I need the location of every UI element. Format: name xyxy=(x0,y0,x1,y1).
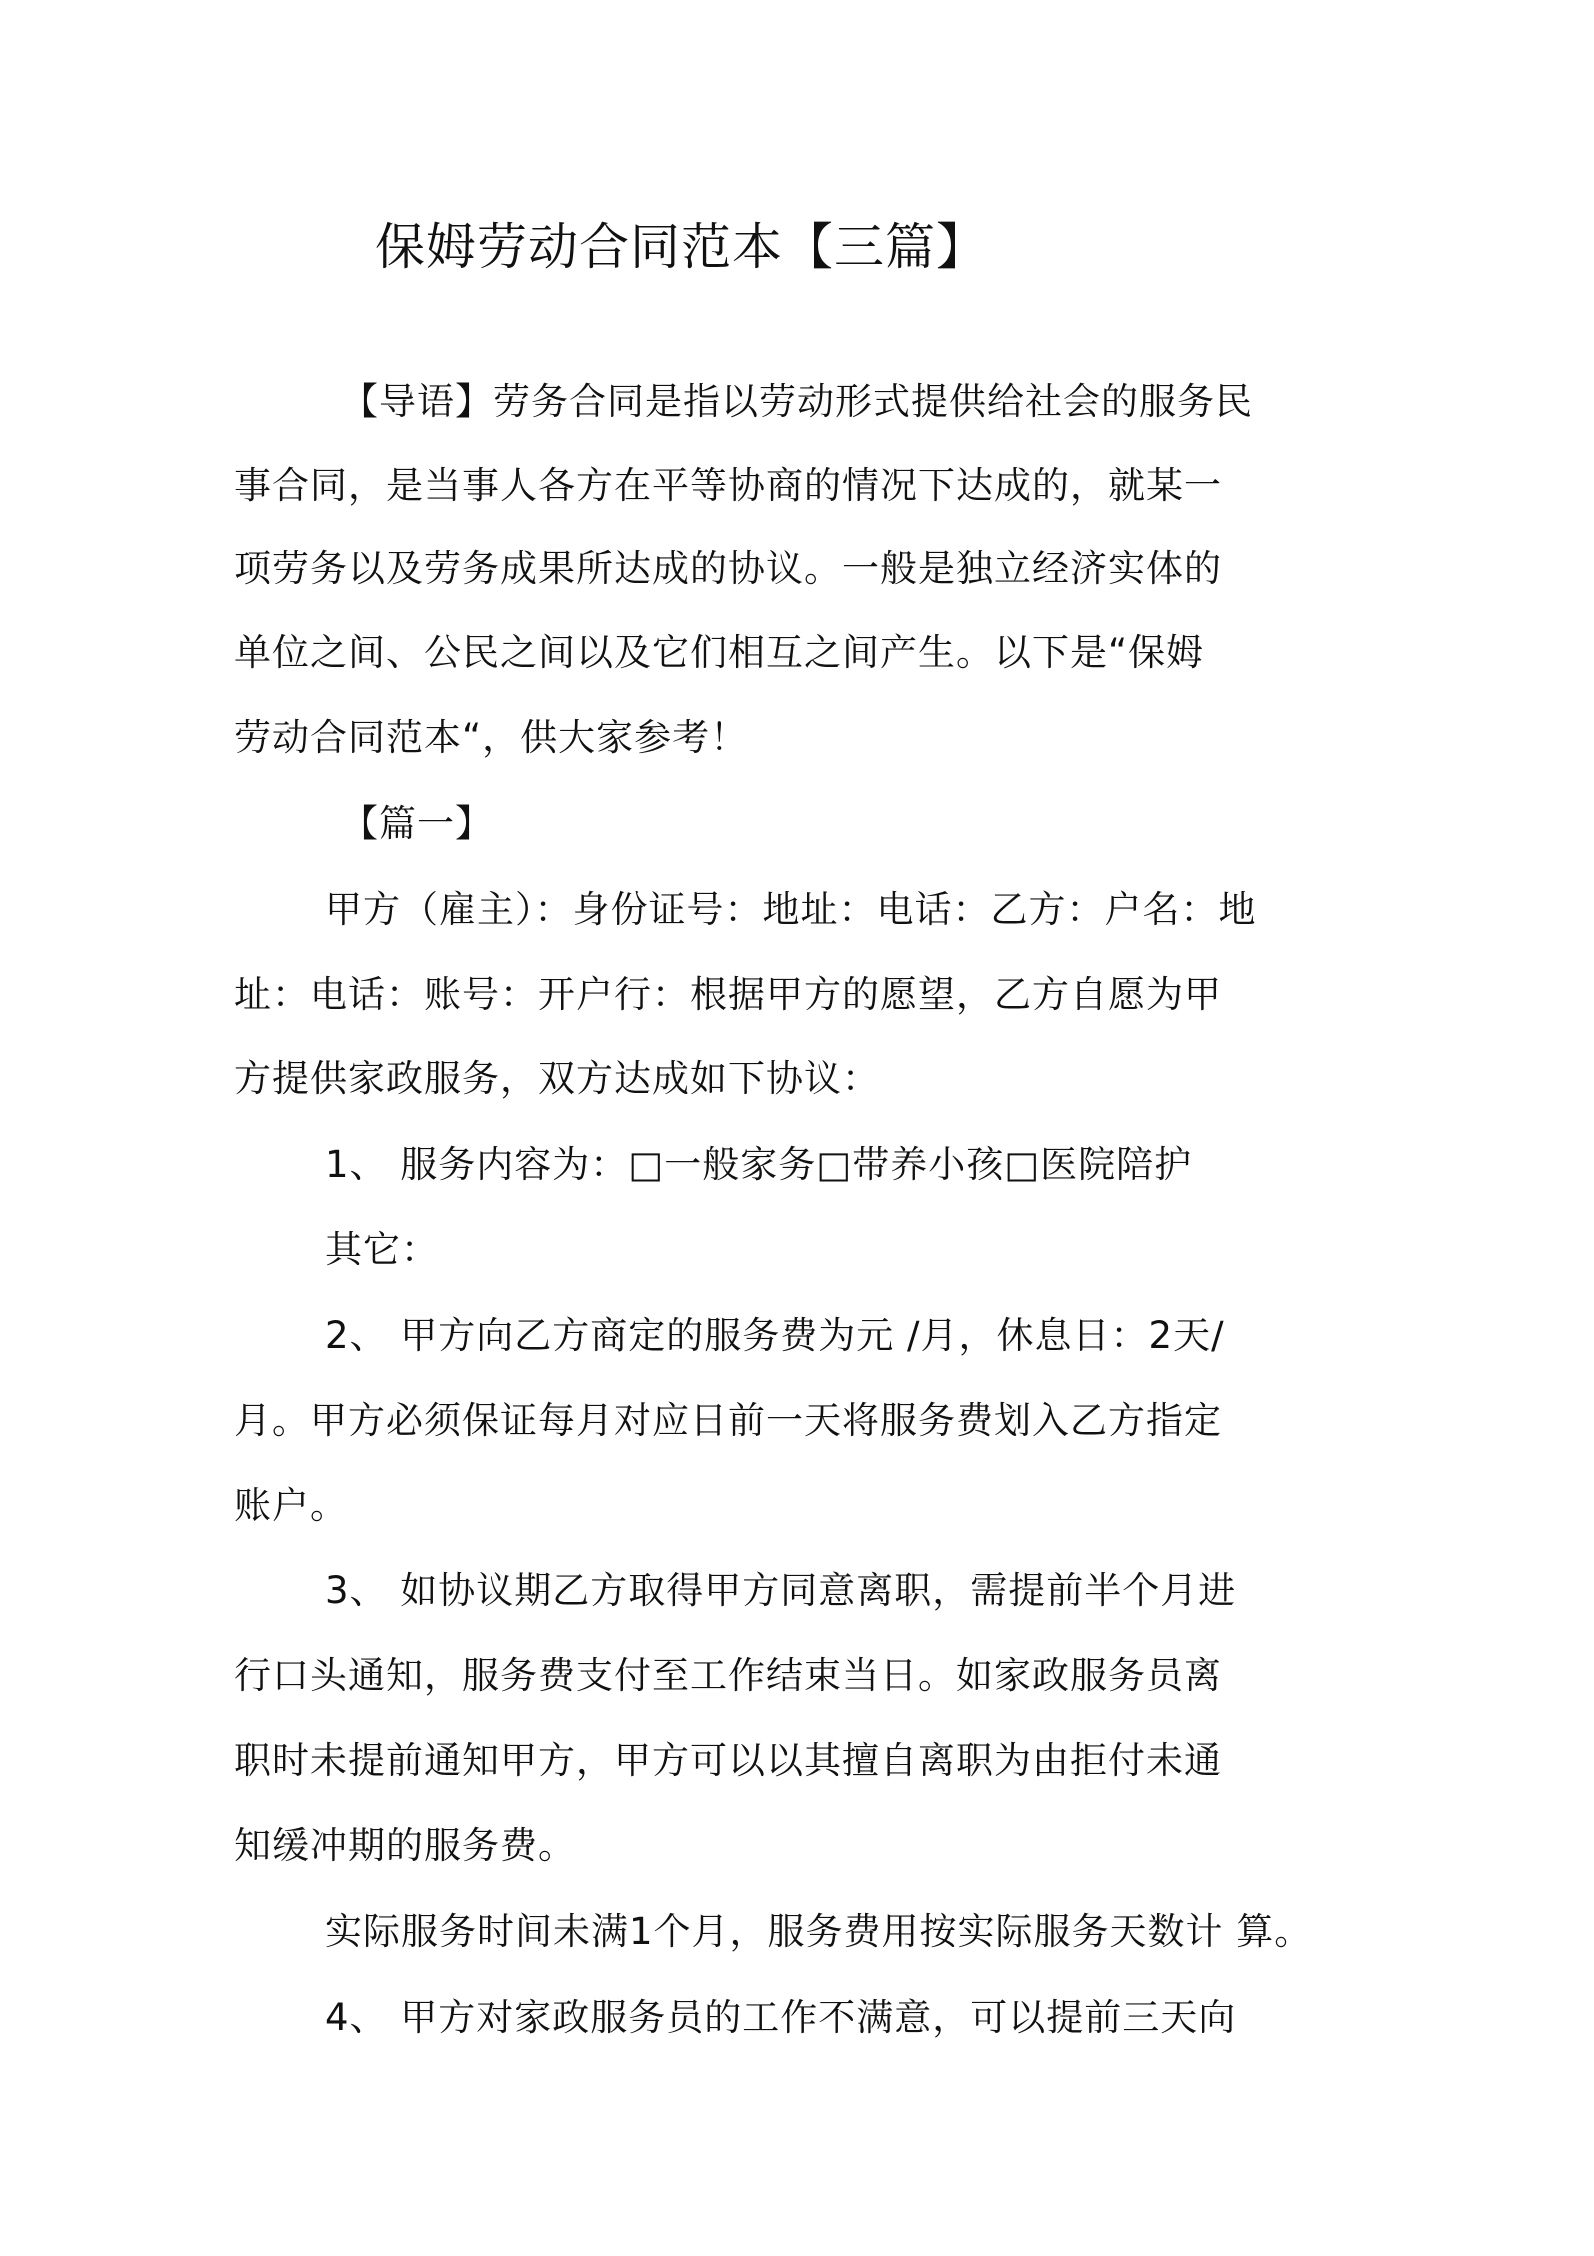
clause-line: 4、 甲方对家政服务员的工作不满意，可以提前三天向 xyxy=(325,1996,1237,2039)
paragraph-line: 方提供家政服务，双方达成如下协议： xyxy=(234,1057,880,1100)
paragraph-line: 【导语】劳务合同是指以劳动形式提供给社会的服务民 xyxy=(341,380,1253,423)
clause-line: 实际服务时间未满1个月，服务费用按实际服务天数计 算。 xyxy=(325,1910,1313,1953)
clause-line: 行口头通知，服务费支付至工作结束当日。如家政服务员离 xyxy=(234,1654,1222,1697)
paragraph-line: 址：电话：账号：开户行：根据甲方的愿望，乙方自愿为甲 xyxy=(234,973,1222,1016)
clause-line: 2、 甲方向乙方商定的服务费为元 /月，休息日：2天/ xyxy=(325,1314,1225,1357)
paragraph-line: 甲方（雇主）：身份证号：地址：电话：乙方：户名：地 xyxy=(325,888,1257,931)
clause-line: 3、 如协议期乙方取得甲方同意离职，需提前半个月进 xyxy=(325,1569,1237,1612)
clause-line: 知缓冲期的服务费。 xyxy=(234,1824,576,1867)
clause-line: 1、 服务内容为：□一般家务□带养小孩□医院陪护 xyxy=(325,1143,1193,1186)
clause-line: 职时未提前通知甲方，甲方可以以其擅自离职为由拒付未通 xyxy=(234,1739,1222,1782)
clause-line: 月。甲方必须保证每月对应日前一天将服务费划入乙方指定 xyxy=(234,1399,1222,1442)
paragraph-line: 单位之间、公民之间以及它们相互之间产生。以下是“保姆 xyxy=(234,631,1205,674)
document-title: 保姆劳动合同范本【三篇】 xyxy=(375,218,987,276)
paragraph-line: 项劳务以及劳务成果所达成的协议。一般是独立经济实体的 xyxy=(234,547,1222,590)
clause-line: 账户。 xyxy=(234,1484,348,1527)
paragraph-line: 事合同，是当事人各方在平等协商的情况下达成的，就某一 xyxy=(234,464,1222,507)
clause-line: 其它： xyxy=(325,1228,439,1271)
paragraph-line: 劳动合同范本“，供大家参考！ xyxy=(234,716,749,759)
section-heading: 【篇一】 xyxy=(341,802,493,845)
